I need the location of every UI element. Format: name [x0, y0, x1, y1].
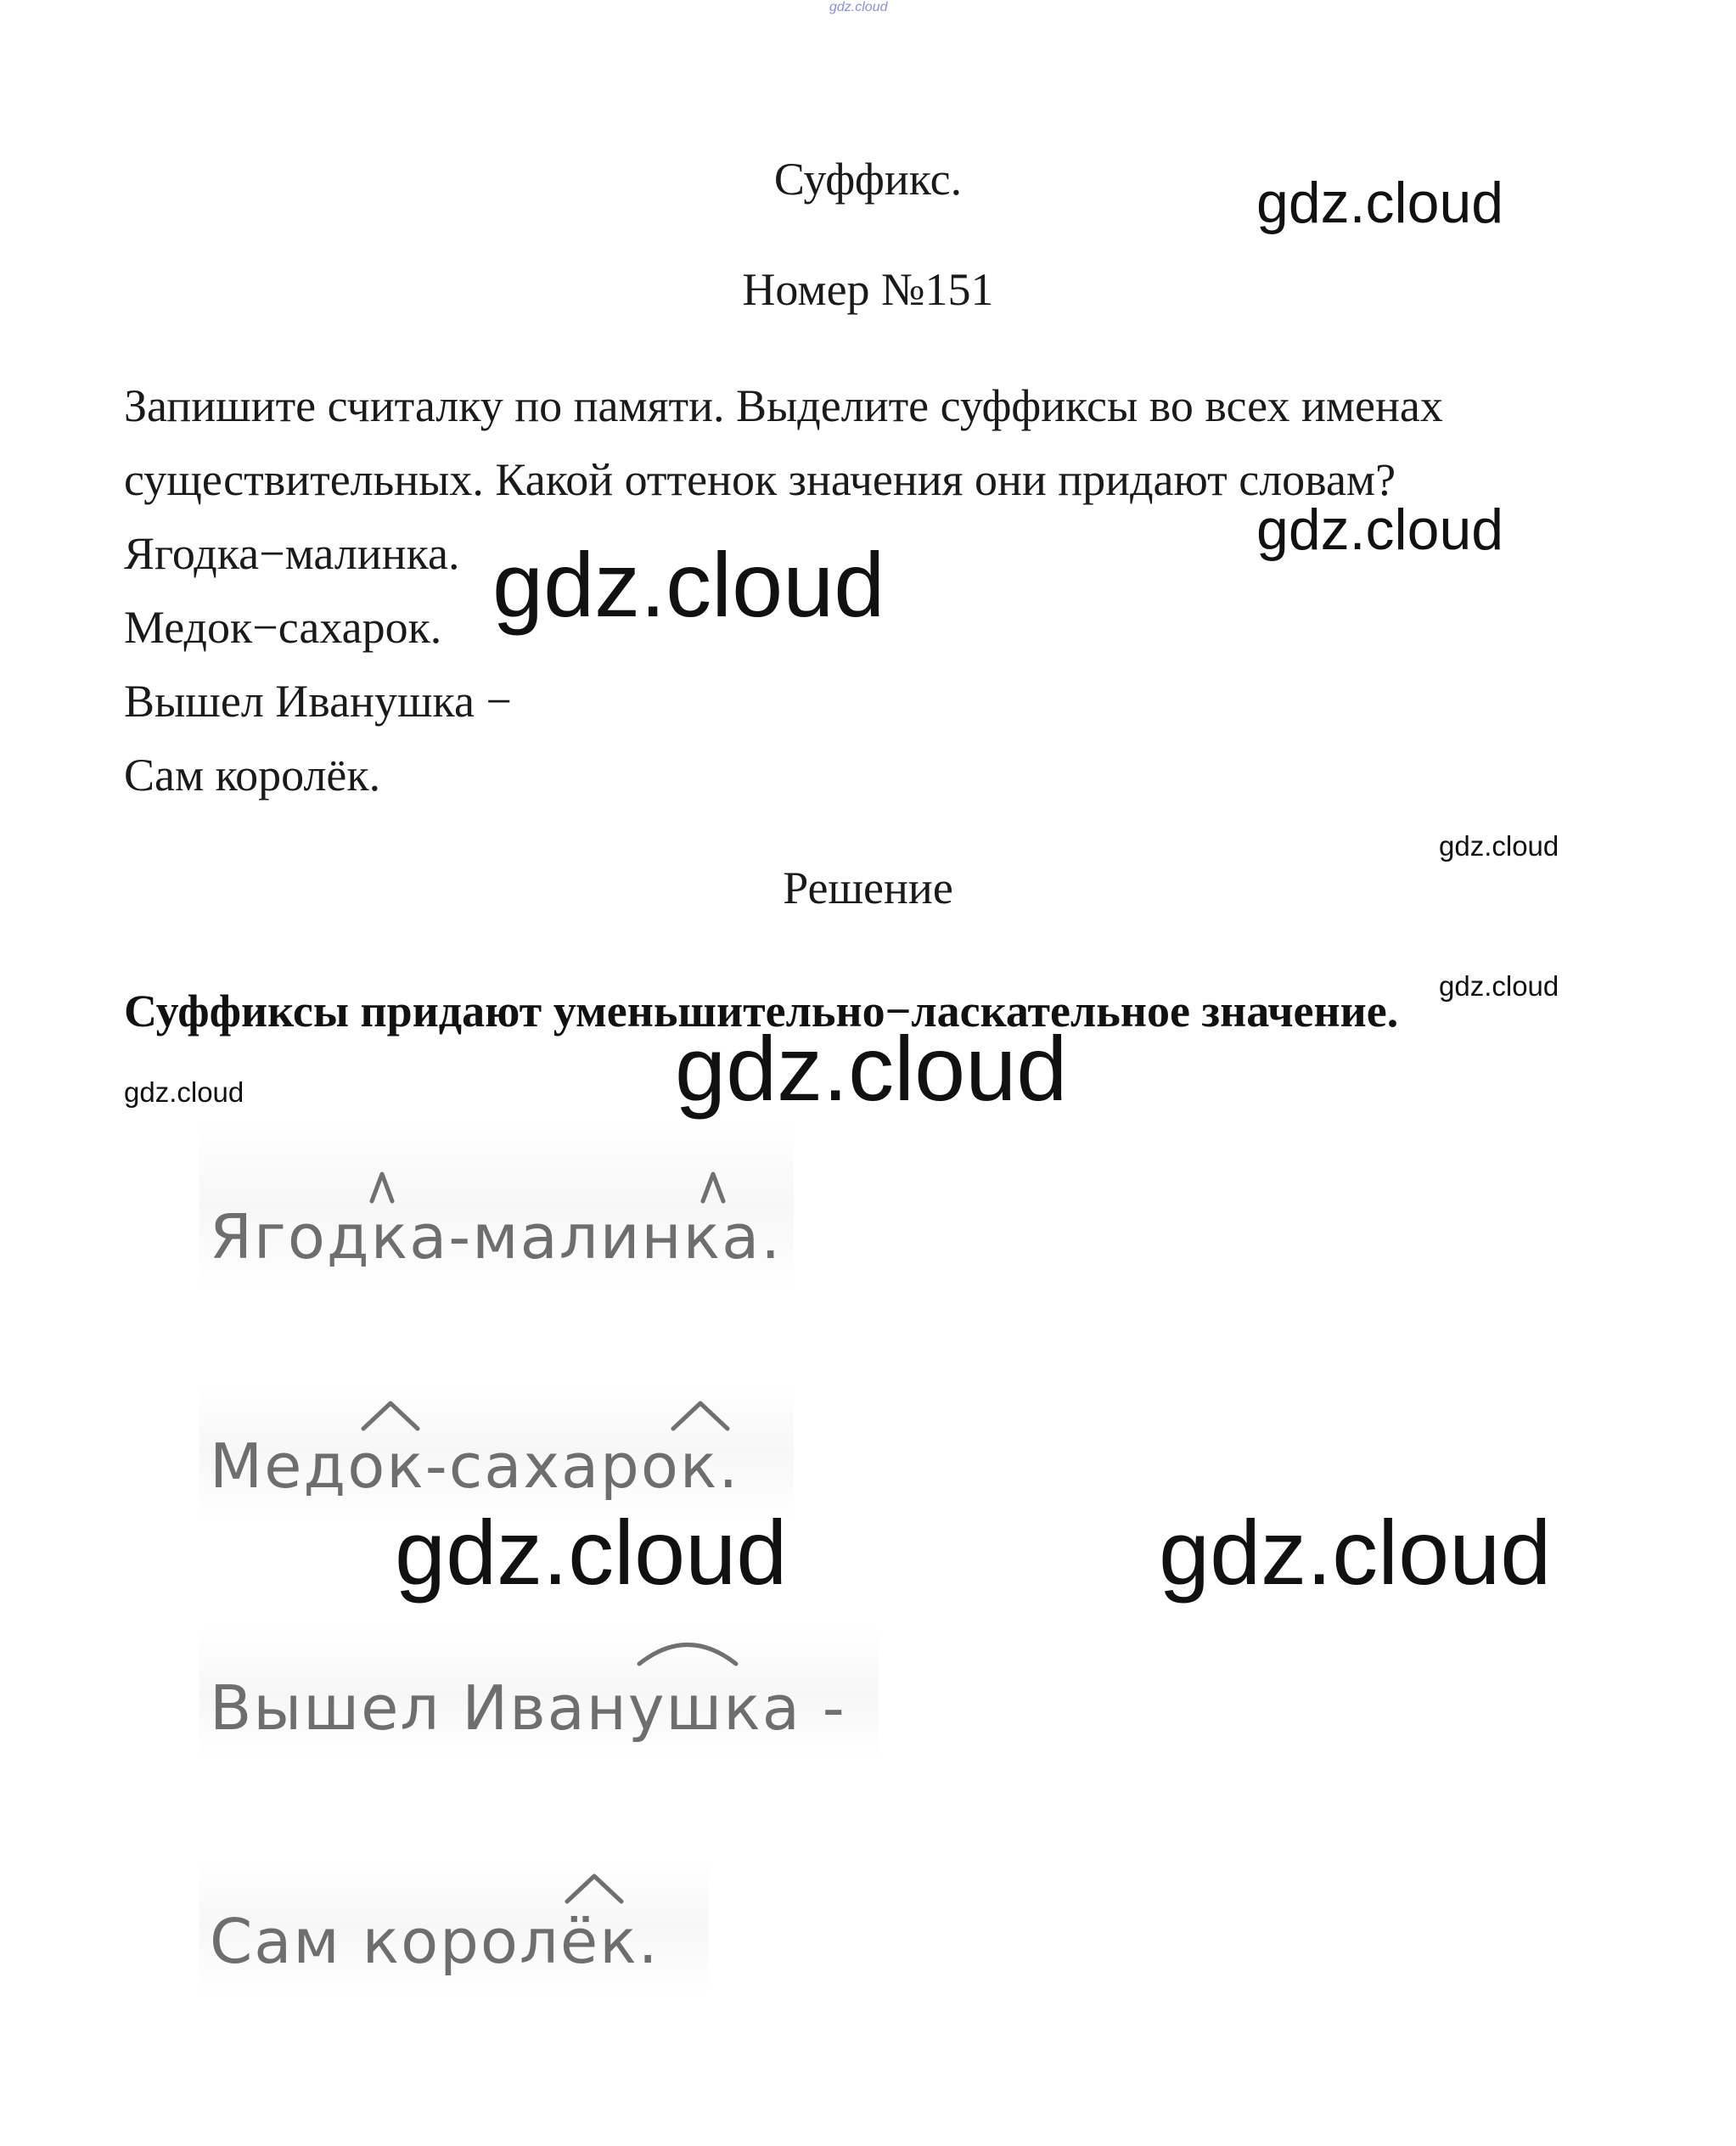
suffix-mark: [671, 1399, 730, 1433]
watermark: gdz.cloud: [1439, 970, 1559, 1002]
watermark: gdz.cloud: [1256, 171, 1504, 235]
watermark: gdz.cloud: [675, 1017, 1068, 1120]
exercise-number: Номер №151: [742, 264, 994, 315]
page-title: Суффикс.: [773, 154, 963, 205]
solution-answer: Суффиксы придают уменьшительно−ласкательное значение.: [124, 986, 1399, 1036]
task-line: Ягодка−малинка.: [124, 528, 460, 579]
task-line: Запишите считалку по памяти. Выделите суффиксы во всех именах: [124, 380, 1443, 431]
parsed-line-4: [199, 1859, 709, 1995]
parsed-text: Вышел Иванушка -: [210, 1672, 846, 1744]
watermark: gdz.cloud: [1159, 1501, 1552, 1604]
watermark: gdz.cloud: [492, 533, 885, 636]
suffix-mark: [637, 1634, 739, 1668]
watermark: gdz.cloud: [1439, 830, 1559, 862]
suffix-mark: [361, 1399, 420, 1433]
task-line: существительных. Какой оттенок значения они придают словам?: [124, 454, 1396, 505]
parsed-line-1: [199, 1121, 794, 1290]
task-line: Сам королёк.: [124, 750, 381, 801]
task-line: Вышел Иванушка −: [124, 676, 512, 727]
suffix-mark: [565, 1872, 624, 1906]
parsed-text: Ягодка-малинка.: [210, 1201, 783, 1272]
watermark: gdz.cloud: [1256, 497, 1504, 562]
suffix-mark: [700, 1171, 726, 1205]
parsed-text: Сам королёк.: [210, 1906, 660, 1977]
parsed-line-3: [199, 1626, 879, 1761]
watermark: gdz.cloud: [395, 1501, 788, 1604]
task-text: [124, 369, 1652, 812]
parsed-text: Медок-сахарок.: [210, 1430, 740, 1502]
task-line: Медок−сахарок.: [124, 602, 442, 653]
parsed-line-2: [199, 1384, 794, 1520]
top-watermark: gdz.cloud: [829, 0, 888, 14]
solution-title: Решение: [783, 862, 953, 913]
suffix-mark: [369, 1171, 395, 1205]
watermark: gdz.cloud: [124, 1076, 244, 1108]
